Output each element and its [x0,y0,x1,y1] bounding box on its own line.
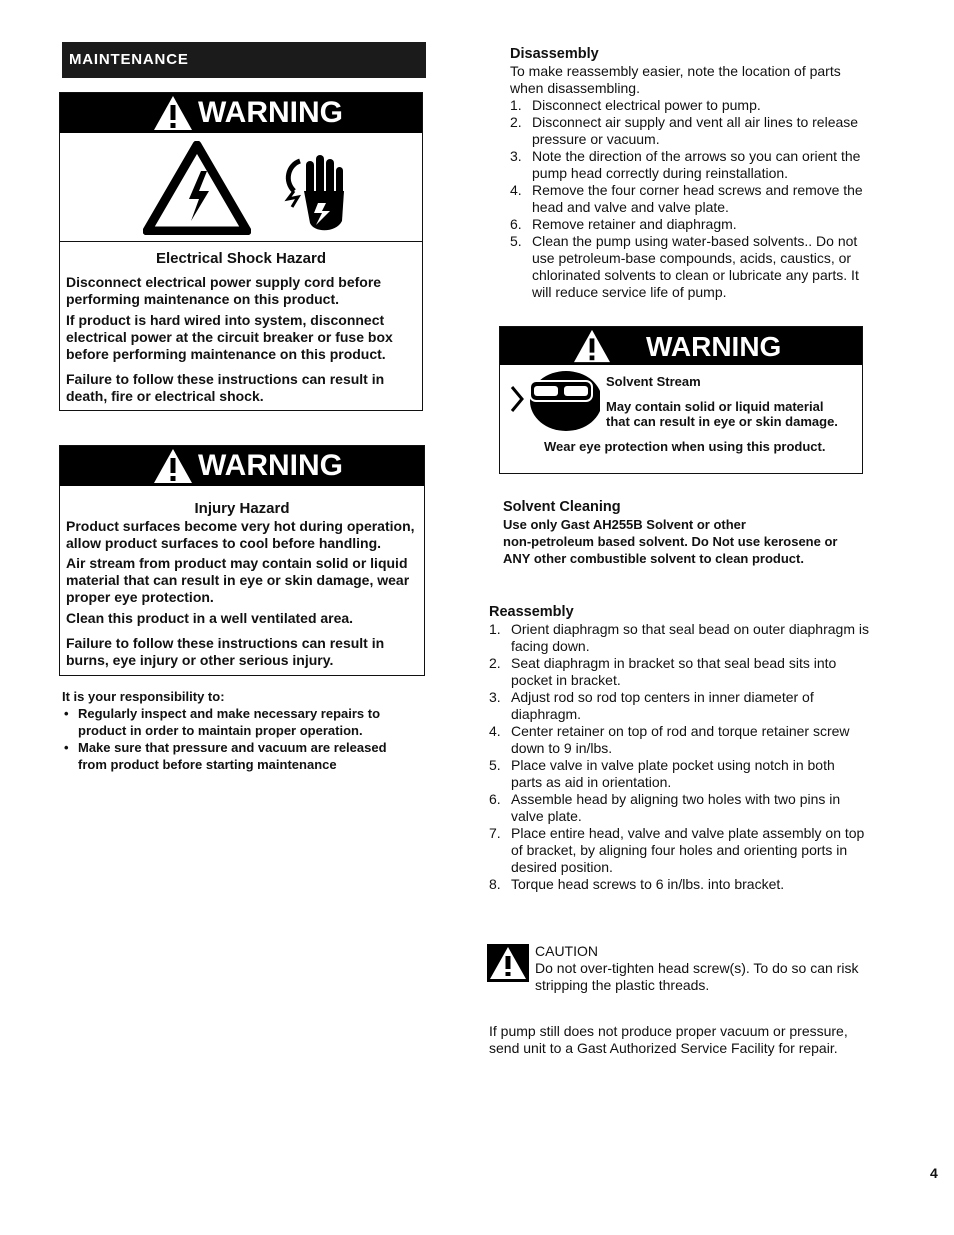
section-header: MAINTENANCE [62,42,426,78]
warning-banner [60,446,424,486]
reassembly-section [489,604,869,893]
list-item: • Make sure that pressure and vacuum are released from product before starting maintenance [64,740,387,772]
caution-text: Do not over-tighten head screw(s). To do so can risk stripping the plastic threads. [535,960,859,993]
list-item: 4. Remove the four corner head screws and remove the head and valve and valve plate. [510,182,863,215]
solvent-warning-footer: Wear eye protection when using this product. [544,439,826,454]
injury-warning-body [60,517,424,669]
list-item: 6. Assemble head by aligning two holes with two pins in valve plate. [489,791,841,824]
warning-paragraph: Clean this product in a well ventilated area. [66,610,354,626]
disassembly-section [510,46,865,301]
warning-paragraph: Air stream from product may contain solid or liquid material that can result in eye or skin damage, wear proper eye protection. [66,555,410,605]
safety-goggles-icon [508,367,600,433]
warning-banner [500,327,862,365]
shock-icons-area [60,133,422,242]
list-item: 2. Disconnect air supply and vent all air lines to release pressure or vacuum. [510,114,859,147]
warning-triangle-icon [572,328,612,364]
warning-paragraph: If product is hard wired into system, disconnect electrical power at the circuit breaker or fuse box before performing maintenance on this product. [66,312,393,362]
list-item: 4. Center retainer on top of rod and torque retainer screw down to 9 in/lbs. [489,723,850,756]
list-item: 1. Orient diaphragm so that seal bead on outer diaphragm is facing down. [489,621,869,654]
responsibility-intro: It is your responsibility to: [62,689,225,704]
warning-banner-text: WARNING [646,331,782,362]
solvent-warning-line: that can result in eye or skin damage. [606,414,838,429]
warning-paragraph: Disconnect electrical power supply cord before performing maintenance on this product. [66,274,382,307]
injury-warning-title: Injury Hazard [194,500,290,517]
list-item: 5. Clean the pump using water-based solvents.. Do not use petroleum-base compounds, acids, caustics, or chlorinated solvents to clean or lubricate any parts. It will reduce service life of pump. [510,233,859,300]
caution-icon [487,944,529,982]
warning-banner-text: WARNING [198,96,343,129]
list-item: 1. Disconnect electrical power to pump. [510,97,761,113]
caution-label: CAUTION [535,943,598,959]
injury-warning-box [59,445,425,676]
page-number: 4 [930,1165,938,1181]
list-item: • Regularly inspect and make necessary repairs to product in order to maintain proper operation. [64,706,381,738]
electrical-warning-body [60,267,422,405]
reassembly-steps [489,621,869,893]
solvent-warning-box [499,326,863,474]
electrical-warning-box [59,92,423,411]
warning-triangle-icon [152,94,194,132]
list-item: 8. Torque head screws to 6 in/lbs. into bracket. [489,876,785,892]
list-item: 5. Place valve in valve plate pocket using notch in both parts as aid in orientation. [489,757,835,790]
solvent-warning-title: Solvent Stream [606,374,701,389]
solvent-cleaning-line: non-petroleum based solvent. Do Not use kerosene or [503,534,838,549]
solvent-cleaning-section [503,499,863,567]
reassembly-title: Reassembly [489,604,574,620]
solvent-cleaning-line: Use only Gast AH255B Solvent or other [503,517,746,532]
warning-banner-text: WARNING [198,449,343,482]
bullet-icon: • [64,706,69,721]
final-note: If pump still does not produce proper vacuum or pressure, send unit to a Gast Authorized Service Facility for repair. [489,1023,848,1056]
electric-shock-icon [143,141,251,235]
solvent-cleaning-line: ANY other combustible solvent to clean product. [503,551,804,566]
disassembly-steps [510,97,865,301]
disassembly-intro: To make reassembly easier, note the location of parts when disassembling. [510,63,841,96]
warning-paragraph: Failure to follow these instructions can result in burns, eye injury or other serious injury. [66,635,385,668]
list-item: 6. Remove retainer and diaphragm. [510,216,737,232]
solvent-warning-line: May contain solid or liquid material [606,399,824,414]
warning-banner [60,93,422,133]
responsibility-list [62,705,412,773]
list-item: 7. Place entire head, valve and valve plate assembly on top of bracket, by aligning four holes and orienting ports in desired position. [489,825,865,875]
warning-paragraph: Product surfaces become very hot during operation, allow product surfaces to cool before handling. [66,518,415,551]
responsibility-section [62,688,412,773]
hand-shock-icon [270,141,350,237]
list-item: 3. Note the direction of the arrows so you can orient the pump head correctly during reinstallation. [510,148,861,181]
electrical-warning-title: Electrical Shock Hazard [155,250,327,267]
list-item: 2. Seat diaphragm in bracket so that seal bead sits into pocket in bracket. [489,655,837,688]
warning-paragraph: Failure to follow these instructions can result in death, fire or electrical shock. [66,371,385,404]
disassembly-title: Disassembly [510,46,599,62]
solvent-cleaning-title: Solvent Cleaning [503,499,621,515]
warning-triangle-icon [152,447,194,485]
list-item: 3. Adjust rod so rod top centers in inner diameter of diaphragm. [489,689,814,722]
bullet-icon: • [64,740,69,755]
